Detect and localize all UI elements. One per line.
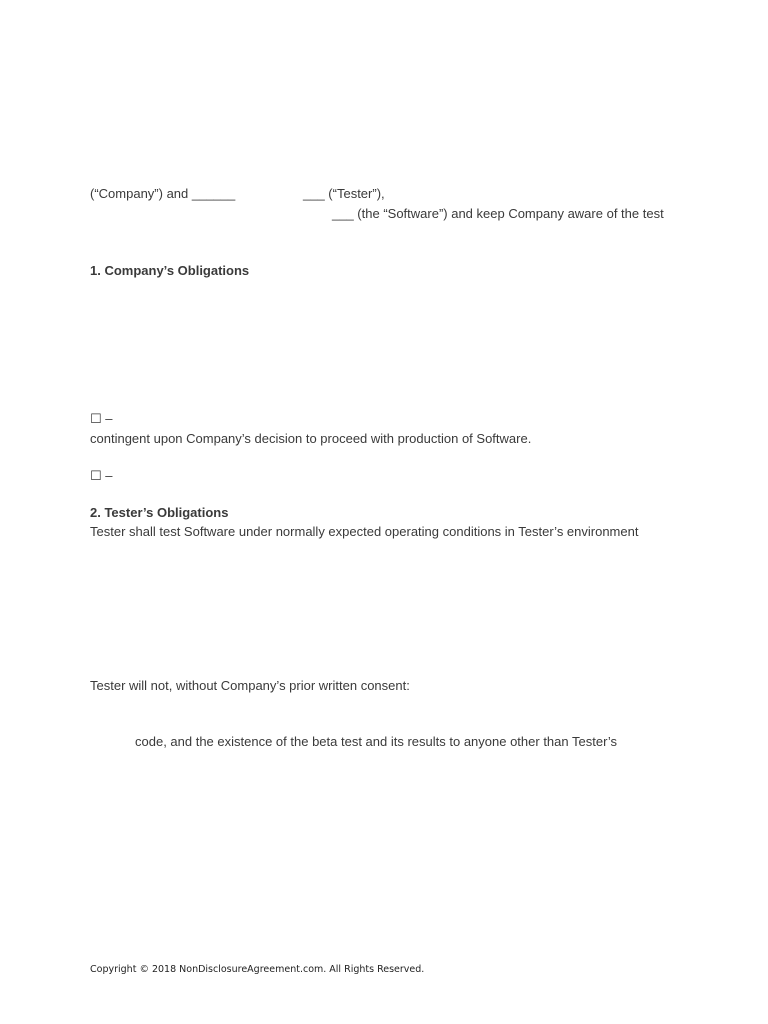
tester-consent-text: Tester will not, without Company’s prior written consent: — [90, 678, 410, 693]
intro-company-text: (“Company”) and ______ — [90, 186, 236, 201]
tester-test-text: Tester shall test Software under normally expected operating conditions in Tester’s environment — [90, 524, 639, 539]
intro-tester-text: ___ (“Tester”), — [303, 186, 385, 201]
section-1-heading: 1. Company’s Obligations — [90, 263, 250, 278]
tester-code-text: code, and the existence of the beta test and its results to anyone other than Tester’s — [135, 734, 618, 749]
contingent-text: contingent upon Company’s decision to proceed with production of Software. — [90, 431, 532, 446]
section-2-heading: 2. Tester’s Obligations — [90, 505, 229, 520]
checkbox-option-1[interactable]: ☐ – — [90, 411, 113, 426]
footer-copyright: Copyright © 2018 NonDisclosureAgreement.com. All Rights Reserved. — [90, 964, 425, 975]
intro-software-text: ___ (the “Software”) and keep Company aware of the test — [332, 206, 664, 221]
checkbox-option-2[interactable]: ☐ – — [90, 468, 113, 483]
